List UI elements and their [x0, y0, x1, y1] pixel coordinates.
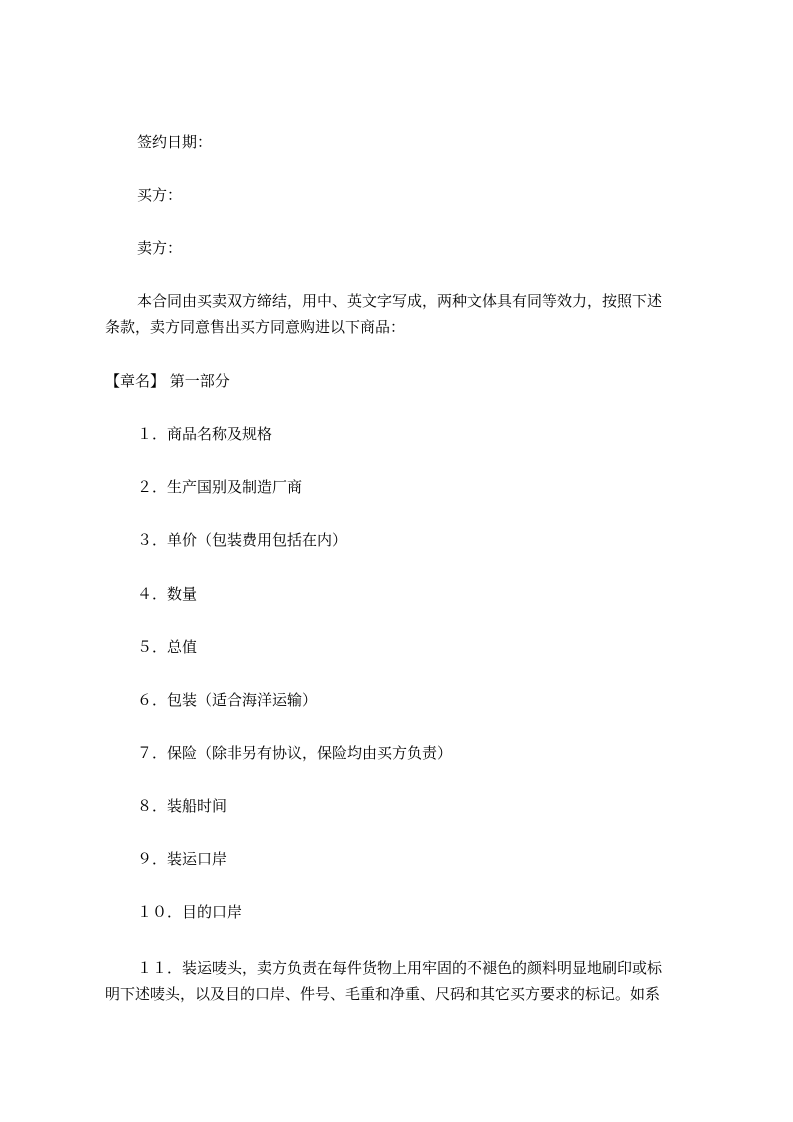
clause-item: １０．目的口岸 [137, 903, 243, 921]
clause-11-line-2: 明下述唛头，以及目的口岸、件号、毛重和净重、尺码和其它买方要求的标记。如系 [105, 985, 661, 1003]
clause-item: ９．装运口岸 [137, 850, 228, 868]
clause-item: ７．保险（除非另有协议，保险均由买方负责） [137, 744, 453, 762]
intro-line-2: 条款，卖方同意售出买方同意购进以下商品： [105, 318, 406, 336]
clause-item: ３．单价（包装费用包括在内） [137, 531, 348, 549]
intro-paragraph [105, 288, 695, 340]
clause-11-line-1: １１．装运唛头，卖方负责在每件货物上用牢固的不褪色的颜料明显地刷印或标 [137, 959, 663, 977]
seller-label: 卖方： [137, 239, 183, 257]
clause-item: １．商品名称及规格 [137, 425, 273, 443]
intro-line-1: 本合同由买卖双方缔结，用中、英文字写成，两种文体具有同等效力，按照下述 [137, 292, 663, 310]
clause-item: ８．装船时间 [137, 797, 228, 815]
clause-item: ５．总值 [137, 638, 198, 656]
clause-11-paragraph [105, 955, 695, 1007]
chapter-heading: 【章名】 第一部分 [105, 372, 230, 390]
clause-item: ４．数量 [137, 585, 198, 603]
buyer-label: 买方： [137, 186, 183, 204]
signing-date-label: 签约日期： [137, 133, 213, 151]
clause-item: ２．生产国别及制造厂商 [137, 478, 303, 496]
clause-item: ６．包装（适合海洋运输） [137, 691, 318, 709]
